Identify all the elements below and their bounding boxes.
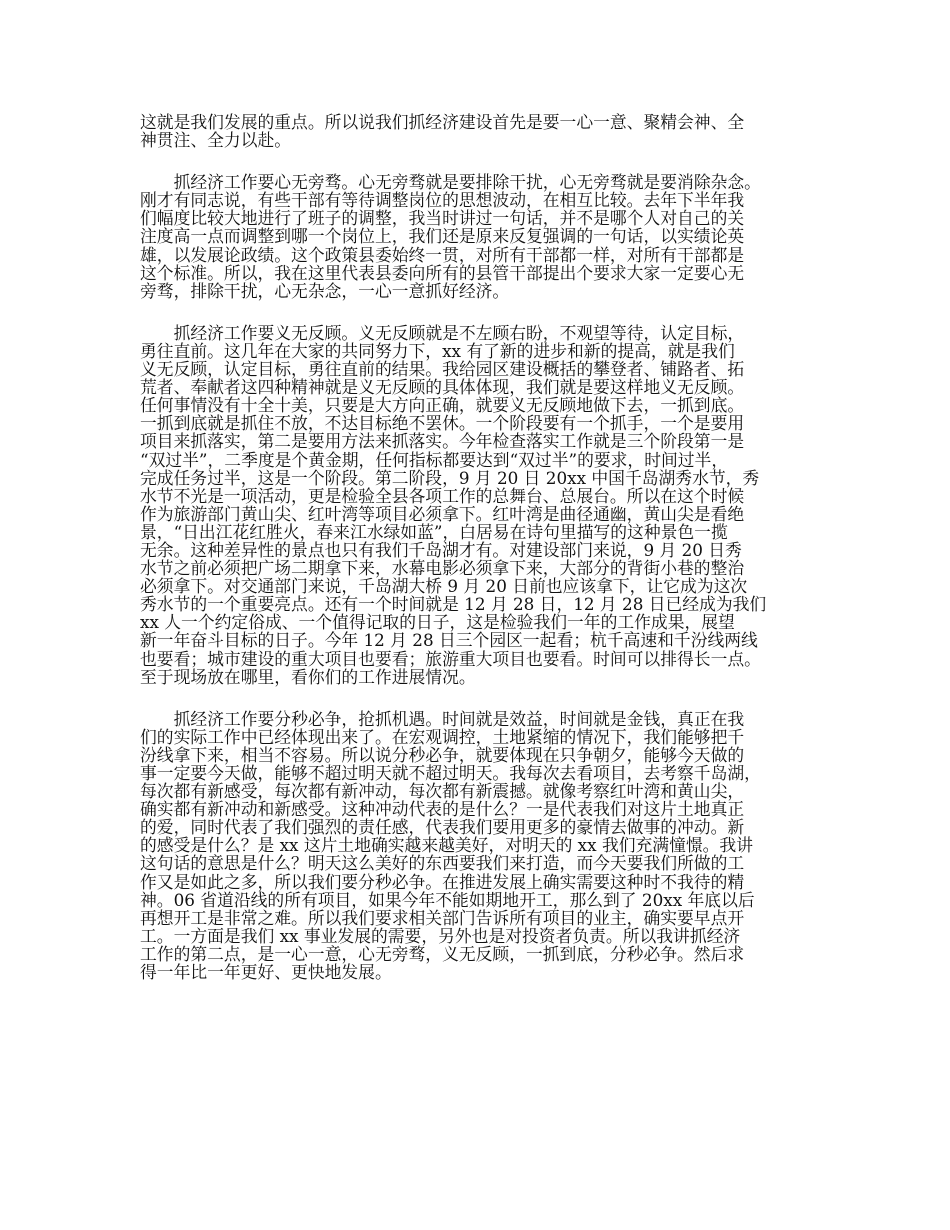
- text-line: 得一年比一年更好、更快地发展。: [140, 962, 392, 983]
- text-line: 们幅度比较大地进行了班子的调整，我当时讲过一句话，并不是哪个人对自己的关: [140, 208, 745, 229]
- text-line: 义无反顾，认定目标，勇往直前的结果。我给园区建设概括的攀登者、铺路者、拓: [140, 359, 745, 380]
- text-line: 也要看；城市建设的重大项目也要看；旅游重大项目也要看。时间可以排得长一点。: [140, 648, 761, 669]
- text-line: 注度高一点而调整到哪一个岗位上，我们还是原来反复强调的一句话，以实绩论英: [140, 226, 745, 247]
- text-line: 一抓到底就是抓住不放，不达目标绝不罢休。一个阶段要有一个抓手，一个是要用: [140, 413, 745, 434]
- text-line: 作又是如此之多，所以我们要分秒必争。在推进发展上确实需要这种时不我待的精: [140, 871, 745, 892]
- text-line: 工作的第二点，是一心一意，心无旁骛，义无反顾，一抓到底，分秒必争。然后求: [140, 943, 745, 964]
- text-line: 再想开工是非常之难。所以我们要求相关部门告诉所有项目的业主，确实要早点开: [140, 907, 745, 928]
- text-line: 确实都有新冲动和新感受。这种冲动代表的是什么？一是代表我们对这片土地真正: [140, 799, 745, 820]
- text-line: 完成任务过半，这是一个阶段。第二阶段，9 月 20 日 20xx 中国千岛湖秀水节，秀: [140, 467, 760, 488]
- text-line: 汾线拿下来，相当不容易。所以说分秒必争，就要体现在只争朝夕，能够今天做的: [140, 744, 745, 765]
- text-line: 水节不光是一项活动，更是检验全县各项工作的总舞台、总展台。所以在这个时候: [140, 485, 745, 506]
- text-line: 神贯注、全力以赴。: [140, 130, 292, 151]
- paragraph-1: [140, 113, 830, 149]
- text-line: 景，“日出江花红胜火，春来江水绿如蓝”，白居易在诗句里描写的这种景色一揽: [140, 521, 728, 542]
- text-line: 秀水节的一个重要亮点。还有一个时间就是 12 月 28 日，12 月 28 日已经成为我们: [140, 594, 767, 615]
- text-line: 荒者、奉献者这四种精神就是义无反顾的具体体现，我们就是要这样地义无反顾。: [140, 377, 745, 398]
- text-line: 必须拿下。对交通部门来说，千岛湖大桥 9 月 20 日前也应该拿下，让它成为这次: [140, 576, 748, 597]
- text-line: 抓经济工作要分秒必争，抢抓机遇。时间就是效益，时间就是金钱，真正在我: [173, 708, 745, 729]
- text-line: 神。06 省道沿线的所有项目，如果今年不能如期地开工，那么到了 20xx 年底以后: [140, 889, 755, 910]
- text-line: 工。一方面是我们 xx 事业发展的需要，另外也是对投资者负责。所以我讲抓经济: [140, 925, 741, 946]
- text-line: “双过半”，二季度是个黄金期，任何指标都要达到“双过半”的要求，时间过半，: [140, 449, 729, 470]
- text-line: 至于现场放在哪里，看你们的工作进展情况。: [140, 666, 476, 687]
- document-body: [140, 113, 830, 1005]
- text-line: 这就是我们发展的重点。所以说我们抓经济建设首先是要一心一意、聚精会神、全: [140, 112, 745, 132]
- text-line: 这个标准。所以，我在这里代表县委向所有的县管干部提出个要求大家一定要心无: [140, 262, 745, 283]
- text-line: 项目来抓落实，第二是要用方法来抓落实。今年检查落实工作就是三个阶段第一是: [140, 431, 745, 452]
- text-line: 们的实际工作中已经体现出来了。在宏观调控，土地紧缩的情况下，我们能够把千: [140, 726, 745, 747]
- text-line: 任何事情没有十全十美，只要是大方向正确，就要义无反顾地做下去，一抓到底。: [140, 395, 745, 416]
- paragraph-4: [140, 710, 830, 981]
- text-line: 勇往直前。这几年在大家的共同努力下，xx 有了新的进步和新的提高，就是我们: [140, 340, 735, 361]
- paragraph-3: [140, 324, 830, 686]
- text-line: 的爱，同时代表了我们强烈的责任感，代表我们要用更多的豪情去做事的冲动。新: [140, 817, 745, 838]
- text-line: 新一年奋斗目标的日子。今年 12 月 28 日三个园区一起看；杭千高速和千汾线两线: [140, 630, 758, 651]
- text-line: 抓经济工作要心无旁骛。心无旁骛就是要排除干扰，心无旁骛就是要消除杂念。: [173, 172, 761, 193]
- text-line: 事一定要今天做，能够不超过明天就不超过明天。我每次去看项目，去考察千岛湖，: [140, 763, 761, 783]
- paragraph-2: [140, 173, 830, 300]
- text-line: 旁骛，排除干扰，心无杂念，一心一意抓好经济。: [140, 280, 510, 301]
- text-line: xx 人一个约定俗成、一个值得记取的日子，这是检验我们一年的工作成果，展望: [140, 612, 735, 633]
- text-line: 的感受是什么？是 xx 这片土地确实越来越美好，对明天的 xx 我们充满憧憬。我讲: [140, 835, 753, 856]
- text-line: 刚才有同志说，有些干部有等待调整岗位的思想波动，在相互比较。去年下半年我: [140, 190, 745, 211]
- text-line: 抓经济工作要义无反顾。义无反顾就是不左顾右盼，不观望等待，认定目标，: [173, 322, 745, 343]
- text-line: 水节之前必须把广场二期拿下来，水幕电影必须拿下来，大部分的背街小巷的整治: [140, 558, 745, 579]
- text-line: 作为旅游部门黄山尖、红叶湾等项目必须拿下。红叶湾是曲径通幽，黄山尖是看绝: [140, 503, 745, 524]
- text-line: 这句话的意思是什么？明天这么美好的东西要我们来打造，而今天要我们所做的工: [140, 853, 745, 874]
- text-line: 无余。这种差异性的景点也只有我们千岛湖才有。对建设部门来说，9 月 20 日秀: [140, 539, 742, 560]
- text-line: 雄，以发展论政绩。这个政策县委始终一贯，对所有干部都一样，对所有干部都是: [140, 244, 745, 265]
- text-line: 每次都有新感受，每次都有新冲动，每次都有新震撼。就像考察红叶湾和黄山尖，: [140, 781, 745, 802]
